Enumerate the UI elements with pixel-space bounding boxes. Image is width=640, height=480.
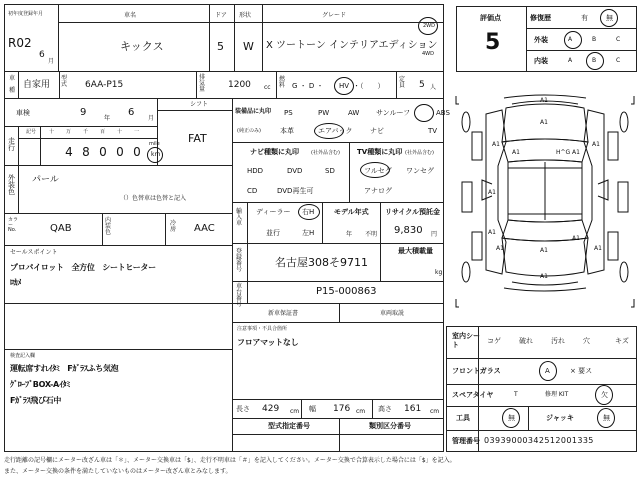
score-value: 5 — [485, 30, 501, 55]
mileage-unit-1: 十 — [49, 129, 55, 135]
import-right-hand: 右H — [302, 208, 315, 216]
km-circle — [147, 147, 163, 163]
reg-month: 6 — [39, 50, 45, 60]
chassis-label: 車台番号 — [236, 283, 243, 308]
recycle-value: 9,830 — [394, 225, 423, 236]
shape: W — [243, 40, 254, 53]
doors: 5 — [217, 40, 224, 53]
spare-tire-repair: 修理 KIT — [545, 391, 569, 398]
interior-seat-label: 室内シート — [452, 332, 480, 350]
tv-label: TV種類に丸印 — [357, 148, 403, 156]
interior-grade-3: C — [616, 57, 621, 64]
footnote-line-1: 走行距離の記号欄にメーター改ざん車は「＊」、メーター交換車は「$」、走行不明車は「＃」を記入してください。メーター交換で合算表示した場合には「$」を記入。 — [4, 457, 456, 464]
equipment-option-1: PS — [284, 109, 293, 117]
diagram-mark-4: A1 — [572, 149, 580, 156]
interior-color-label: 内装色 — [105, 217, 112, 236]
height-unit: cm — [430, 408, 440, 415]
exterior-a-circle — [564, 31, 582, 49]
mileage-unit-6: 一 — [134, 129, 140, 135]
diagram-mark-5: A1 — [492, 141, 500, 148]
diagram-mark-7: A1 — [488, 189, 496, 196]
footnote-line-2: また、メーター交換の条件を満たしていないものはメーター改ざん車とみなします。 — [4, 468, 232, 475]
reg-year-label: 初年度登録年月 — [8, 11, 44, 17]
model-code-label: 型式 — [61, 75, 68, 88]
diagram-mark-3: A1 — [512, 149, 520, 156]
interior-grade-2: B — [592, 57, 597, 64]
inspection-year: 9 — [80, 107, 87, 118]
height: 161 — [404, 404, 422, 414]
interior-b-circle — [586, 52, 604, 70]
capacity-unit: 人 — [430, 84, 437, 91]
tv-option-2: ワンセグ — [406, 167, 434, 175]
height-label: 高さ — [378, 405, 392, 413]
model-name-label: 車名 — [124, 12, 137, 19]
equipment-option-3: AW — [348, 109, 360, 117]
score-label: 評価点 — [480, 14, 501, 22]
equipment-option-2-1: 本革 — [280, 127, 294, 135]
navi-label: ナビ種類に丸印 — [250, 148, 299, 156]
mileage-digit-4: 0 — [116, 145, 124, 159]
diagram-mark-1: A1 — [540, 97, 548, 104]
navi-option-5: DVD再生可 — [277, 187, 314, 195]
shift-label: シフト — [190, 101, 209, 108]
mileage-unit-mile: mile — [149, 141, 160, 147]
displacement: 1200 — [228, 80, 251, 90]
interior-grade-1: A — [568, 57, 573, 64]
mileage-unit-2: 万 — [66, 129, 72, 135]
tv-sub-label: (社外品含む) — [405, 150, 434, 156]
fuel-label: 燃料 — [279, 76, 286, 89]
capacity-label: 定員 — [399, 76, 406, 89]
import-dealer: ディーラー — [256, 208, 291, 216]
type-label: 種 — [9, 87, 16, 94]
navi-option-2: DVD — [287, 167, 303, 175]
width-unit: cm — [356, 408, 366, 415]
vehicle-label: 車 — [9, 75, 16, 82]
diagram-mark-6: A1 — [592, 141, 600, 148]
inspector-line-3: Fｶﾞﾗｽ飛び石中 — [10, 396, 62, 405]
diagram-note: H^G — [556, 149, 571, 156]
shift-value: FAT — [188, 132, 207, 145]
fuel-selected: HV — [339, 82, 350, 90]
inspector-line-2: ｸﾞﾛｰﾌﾞBOX-Aｲﾀﾐ — [10, 380, 71, 389]
model-year-unit: 年 — [346, 231, 353, 238]
equipment-row-2 — [280, 128, 444, 138]
jack-label: ジャッキ — [546, 414, 574, 422]
shape-label: 形状 — [239, 12, 252, 19]
equipment-option-2-3: ナビ — [370, 127, 384, 135]
diagram-mark-12: A1 — [540, 273, 548, 280]
inspection-month-unit: 月 — [148, 115, 155, 122]
diagram-mark-9: A1 — [496, 245, 504, 252]
diagram-mark-10: A1 — [540, 247, 548, 254]
repair-no-circle — [600, 9, 618, 27]
displacement-unit: cc — [264, 84, 271, 91]
front-glass-a-circle — [539, 361, 557, 381]
seat-option-5: キズ — [615, 337, 629, 345]
displacement-label: 排気量 — [199, 74, 206, 93]
drive-4wd: 4WD — [422, 51, 434, 57]
mileage-mark-label: 記号 — [26, 129, 37, 135]
spare-tire-t: T — [514, 391, 518, 398]
mileage-digit-1: 4 — [65, 145, 73, 159]
mileage-digits — [44, 140, 148, 164]
class-label: 類別区分番号 — [369, 422, 411, 430]
exterior-grade-1: A — [568, 36, 573, 43]
airbag-circle — [314, 123, 344, 139]
tools-label: 工具 — [456, 414, 470, 422]
width: 176 — [333, 404, 351, 414]
model-year-label: モデル年式 — [334, 208, 369, 216]
mileage-unit-3: 千 — [83, 129, 89, 135]
front-glass-a: A — [545, 367, 550, 375]
tools-none: 無 — [508, 414, 515, 422]
exterior-color-label: 外装色 — [8, 174, 15, 196]
reg-year: R02 — [8, 36, 32, 50]
equipment-label: 装備品に丸印 — [235, 108, 272, 115]
jack-none-circle — [597, 408, 615, 428]
grade: X ツートーン インテリアエディション — [266, 40, 438, 51]
spare-tire-label: スペアタイヤ — [452, 391, 494, 399]
navi-options — [233, 160, 349, 200]
import-parallel: 並行 — [266, 229, 280, 237]
car-damage-diagram — [452, 84, 638, 322]
recycle-unit: 円 — [431, 231, 438, 238]
seat-option-3: 汚れ — [551, 337, 565, 345]
color-no: QAB — [50, 223, 72, 234]
interior-seat-options — [479, 338, 637, 348]
diagram-mark-13: A1 — [572, 235, 580, 242]
equipment-option-2-4: TV — [428, 127, 438, 135]
fuel-other: ・（ ） — [353, 82, 385, 90]
navi-sub-label: (社外品含む) — [311, 150, 340, 156]
recycle-label: リサイクル預託金 — [385, 208, 441, 216]
interior-grade-label: 内装 — [534, 57, 548, 65]
tools-none-circle — [502, 408, 520, 428]
width-label: 幅 — [309, 405, 316, 413]
navi-option-4: CD — [247, 187, 258, 195]
exterior-color: パール — [32, 175, 59, 185]
equipment-option-4: サンルーフ — [376, 109, 411, 117]
front-glass-x: × 要ス — [570, 367, 593, 375]
seat-option-4: 穴 — [583, 337, 590, 345]
reg-number: 名古屋308そ9711 — [275, 256, 368, 269]
aircon: AAC — [194, 223, 215, 234]
model-code: 6AA-P15 — [85, 80, 124, 90]
spare-tire-none: 欠 — [601, 391, 608, 399]
designation-label: 型式指定番号 — [268, 422, 310, 430]
inspection-month: 6 — [128, 107, 135, 118]
fuel-hv-circle — [334, 77, 354, 95]
import-left-hand: 左H — [302, 229, 315, 237]
reg-month-unit: 月 — [48, 58, 55, 65]
max-load-label: 最大積載量 — [398, 247, 433, 255]
front-glass-label: フロントガラス — [452, 367, 501, 375]
sales-points-label: セールスポイント — [10, 249, 58, 256]
model-year-unknown: 不明 — [365, 231, 378, 238]
drive-2wd-circle — [418, 17, 438, 35]
color-no-label: カラーNo. — [8, 217, 19, 233]
inspector-label: 検査記入欄 — [10, 353, 36, 359]
length-label: 長さ — [236, 405, 250, 413]
jack-none: 無 — [603, 414, 610, 422]
color-change-note: （）色替車は色替と記入 — [120, 195, 187, 202]
exterior-grade-3: C — [616, 36, 621, 43]
mileage-units — [44, 130, 148, 138]
mileage-label: 走行 — [8, 137, 15, 152]
length-unit: cm — [290, 408, 300, 415]
diagram-mark-8: A1 — [488, 229, 496, 236]
mgmt-value: 03939000342512001335 — [484, 436, 594, 445]
mgmt-label: 管理番号 — [452, 437, 480, 445]
grade-label: グレード — [322, 12, 347, 19]
sales-points-line-2: ﾛｶﾒ — [10, 278, 22, 287]
inspection-label: 車検 — [16, 109, 30, 117]
chassis-value: P15-000863 — [316, 286, 377, 297]
model-name: キックス — [120, 40, 164, 53]
sales-points-line-1: プロパイロット 全方位 シートヒーター — [10, 263, 156, 272]
equipment-option-5: ABS — [436, 109, 450, 117]
inspector-line-1: 運転席すれｲﾀﾐ Fｶﾞﾗｽふち気泡 — [10, 364, 119, 373]
diagram-mark-2: A1 — [540, 119, 548, 126]
reg-number-label: 登録番号 — [236, 248, 243, 273]
equipment-sub-label: (純正のみ) — [237, 128, 261, 134]
right-hand-circle — [298, 204, 320, 220]
navi-option-3: SD — [325, 167, 335, 175]
caution-label: 注意事項・不具合箇所 — [237, 326, 288, 332]
mileage-unit-5: 十 — [117, 129, 123, 135]
mileage-unit-km: km — [151, 151, 161, 158]
max-load-unit: kg — [435, 269, 443, 276]
mileage-unit-4: 百 — [100, 129, 106, 135]
mileage-digit-2: 8 — [82, 145, 90, 159]
drive-2wd: 2WD — [423, 23, 435, 29]
mileage-digit-3: 0 — [99, 145, 107, 159]
doors-label: ドア — [215, 12, 227, 19]
import-label: 輸入車 — [236, 208, 243, 227]
navi-option-1: HDD — [247, 167, 264, 175]
repair-no: 無 — [606, 14, 613, 22]
manual-label: 車両取説 — [380, 310, 405, 317]
warranty-label: 新車保証書 — [268, 310, 299, 317]
usage: 自家用 — [23, 80, 51, 90]
spare-none-circle — [595, 385, 613, 405]
fullseg-circle — [360, 162, 390, 178]
tv-option-1: フルセグ — [364, 167, 392, 175]
length: 429 — [262, 404, 280, 414]
aircon-label: 冷房 — [170, 220, 177, 233]
exterior-grade-label: 外装 — [534, 36, 548, 44]
equipment-option-2: PW — [318, 109, 330, 117]
seat-option-1: コゲ — [487, 337, 501, 345]
mileage-digit-5: 0 — [133, 145, 141, 159]
equipment-option-2-2: エアバック — [318, 127, 353, 135]
tv-option-3: アナログ — [364, 187, 392, 195]
seat-option-2: 破れ — [519, 337, 533, 345]
diagram-mark-11: A1 — [594, 245, 602, 252]
repair-label: 修復歴 — [530, 14, 551, 22]
capacity: 5 — [419, 80, 425, 90]
fuel-options: G ・ D ・ — [292, 82, 324, 90]
repair-yes: 有 — [581, 14, 588, 22]
caution-line-1: フロアマットなし — [237, 338, 299, 347]
exterior-grade-2: B — [592, 36, 597, 43]
inspection-year-unit: 年 — [104, 115, 111, 122]
abs-circle — [414, 104, 434, 122]
